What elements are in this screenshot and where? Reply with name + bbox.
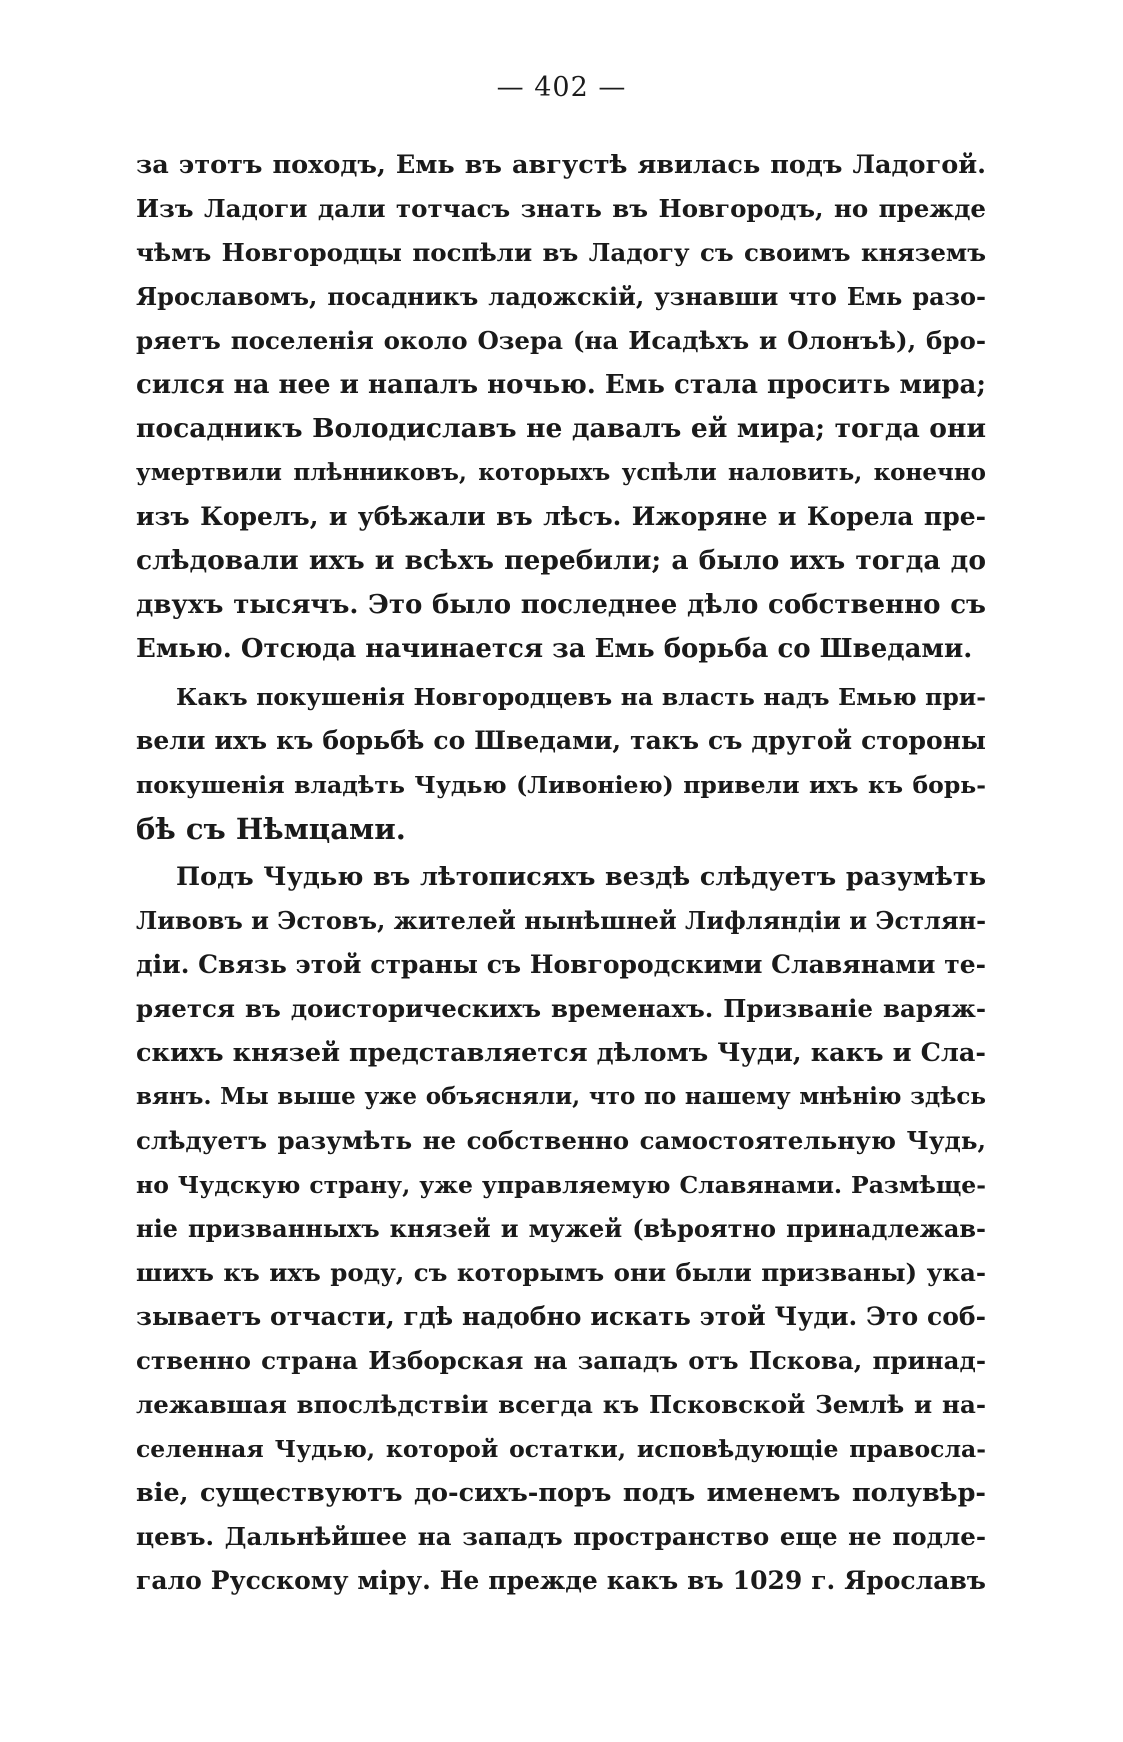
text-line: изъ Корелъ, и убѣжали въ лѣсъ. Ижоряне и Корела пре- xyxy=(136,502,986,531)
text-line: діи. Связь этой страны съ Новгородскими Славянами те- xyxy=(136,950,986,979)
text-line: чѣмъ Новгородцы поспѣли въ Ладогу съ своимъ княземъ xyxy=(136,238,986,267)
text-line: зываетъ отчасти, гдѣ надобно искать этой Чуди. Это соб- xyxy=(136,1302,986,1331)
text-line: ряетъ поселенія около Озера (на Исадѣхъ и Олонъѣ), бро- xyxy=(136,326,986,355)
text-line: Ярославомъ, посадникъ ладожскій, узнавши что Емь разо- xyxy=(136,282,986,311)
text-line: покушенія владѣть Чудью (Ливоніею) привели ихъ къ борь- xyxy=(136,771,986,799)
text-line: селенная Чудью, которой остатки, исповѣдующіе правосла- xyxy=(136,1435,986,1463)
text-line: слѣдуетъ разумѣть не собственно самостоятельную Чудь, xyxy=(136,1126,986,1155)
page-number: — 402 — xyxy=(496,72,627,103)
text-line: Емью. Отсюда начинается за Емь борьба со Шведами. xyxy=(136,634,973,664)
text-line: вянъ. Мы выше уже объясняли, что по нашему мнѣнію здѣсь xyxy=(136,1083,986,1110)
text-line: цевъ. Дальнѣйшее на западъ пространство еще не подле- xyxy=(136,1522,986,1551)
text-line: за этотъ походъ, Емь въ августѣ явилась подъ Ладогой. xyxy=(136,150,986,180)
text-line: но Чудскую страну, уже управляемую Славянами. Размѣще- xyxy=(136,1171,986,1199)
text-line: посадникъ Володиславъ не давалъ ей мира; тогда они xyxy=(136,413,986,444)
text-line: гало Русскому міру. Не прежде какъ въ 1029 г. Ярославъ xyxy=(136,1566,986,1595)
text-line: бѣ съ Нѣмцами. xyxy=(136,812,406,846)
text-line: ніе призванныхъ князей и мужей (вѣроятно принадлежав- xyxy=(136,1214,986,1243)
text-line: Ливовъ и Эстовъ, жителей нынѣшней Лифляндіи и Эстлян- xyxy=(136,906,987,935)
text-line: двухъ тысячъ. Это было последнее дѣло собственно съ xyxy=(136,590,986,620)
text-line: умертвили плѣнниковъ, которыхъ успѣли наловить, конечно xyxy=(136,459,986,486)
text-line: Изъ Ладоги дали тотчасъ знать въ Новгородъ, но прежде xyxy=(136,194,986,223)
text-line: віе, существуютъ до-сихъ-поръ подъ именемъ полувѣр- xyxy=(136,1478,986,1508)
text-line: слѣдовали ихъ и всѣхъ перебили; а было ихъ тогда до xyxy=(136,545,986,576)
text-line: ряется въ доисторическихъ временахъ. Призваніе варяж- xyxy=(136,994,986,1023)
text-line: лежавшая впослѣдствіи всегда къ Псковской Землѣ и на- xyxy=(136,1390,986,1419)
text-line: Подъ Чудью въ лѣтописяхъ вездѣ слѣдуетъ разумѣть xyxy=(176,862,986,892)
text-line: скихъ князей представляется дѣломъ Чуди, какъ и Сла- xyxy=(136,1038,986,1068)
text-line: Какъ покушенія Новгородцевъ на власть надъ Емью при- xyxy=(176,683,986,711)
text-line: шихъ къ ихъ роду, съ которымъ они были призваны) ука- xyxy=(136,1258,986,1287)
text-line: ственно страна Изборская на западъ отъ Пскова, принад- xyxy=(136,1346,986,1375)
text-line: вели ихъ къ борьбѣ со Шведами, такъ съ другой стороны xyxy=(136,726,986,755)
text-line: сился на нее и напалъ ночью. Емь стала просить мира; xyxy=(136,370,986,400)
